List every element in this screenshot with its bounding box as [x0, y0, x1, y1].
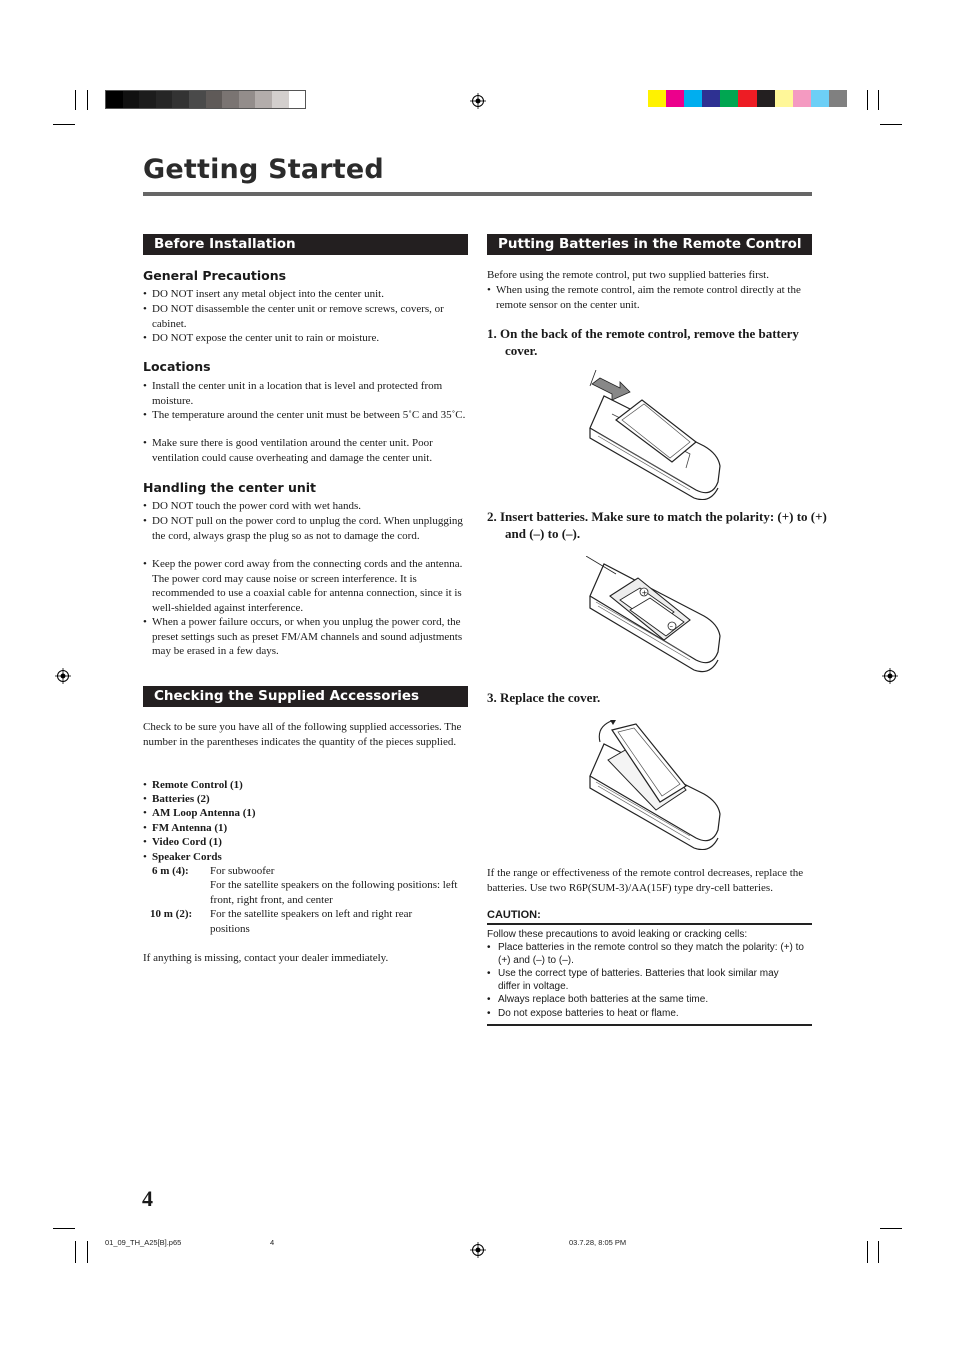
color-swatch	[775, 90, 793, 107]
general-precautions-heading: General Precautions	[143, 268, 287, 283]
locations-heading: Locations	[143, 359, 211, 374]
color-swatch	[123, 91, 140, 108]
color-swatch	[793, 90, 811, 107]
color-swatch	[272, 91, 289, 108]
remote-insert-batteries-illustration	[586, 556, 724, 686]
list-item: • DO NOT pull on the power cord to unplug the cord. When unplugging the cord, always grasp the plug so as not to damage the cord.	[143, 515, 463, 542]
accessory-item: • Remote Control (1)	[143, 779, 243, 791]
list-item: • Make sure there is good ventilation around the center unit. Poor ventilation could cause overheating and damage the center unit.	[143, 437, 433, 464]
accessory-item: • Speaker Cords	[143, 851, 222, 863]
caution-heading: CAUTION:	[487, 909, 541, 921]
cord-length-label: 6 m (4):	[152, 865, 189, 877]
list-item: • When a power failure occurs, or when you unplug the power cord, the preset settings such as preset FM/AM channels and sound adjustments may be erased in a few days.	[143, 616, 463, 657]
color-swatch	[156, 91, 173, 108]
batteries-intro: Before using the remote control, put two supplied batteries first.	[487, 269, 769, 281]
color-swatch	[829, 90, 847, 107]
section-bar-batteries: Putting Batteries in the Remote Control	[487, 234, 812, 255]
list-item: • DO NOT disassemble the center unit or remove screws, covers, or cabinet.	[143, 303, 444, 330]
list-item: • DO NOT insert any metal object into the center unit.	[143, 288, 384, 300]
section-bar-before-installation: Before Installation	[143, 234, 468, 255]
accessory-item: • Video Cord (1)	[143, 836, 222, 848]
page-number: 4	[142, 1186, 153, 1211]
color-swatch	[289, 91, 306, 108]
footer-filename: 01_09_TH_A25[B].p65	[105, 1238, 182, 1247]
caution-intro: Follow these precautions to avoid leaking or cracking cells:	[487, 929, 748, 940]
footer-date: 03.7.28, 8:05 PM	[569, 1238, 627, 1247]
color-swatch	[648, 90, 666, 107]
step-2: 2. Insert batteries. Make sure to match the polarity: (+) to (+) and (–) to (–).	[487, 509, 827, 541]
caution-bottom-rule	[487, 1024, 812, 1026]
registration-mark-icon	[470, 1242, 486, 1258]
caution-top-rule	[487, 923, 812, 925]
color-swatch	[206, 91, 223, 108]
cord-description: For the satellite speakers on the following positions: left front, right front, and center	[210, 879, 458, 906]
color-swatch	[139, 91, 156, 108]
list-item: • When using the remote control, aim the remote control directly at the remote sensor on the center unit.	[487, 284, 801, 311]
range-note: If the range or effectiveness of the remote control decreases, replace the batteries. Use two R6P(SUM-3)/AA(15F) type dry-cell batteries.	[487, 867, 804, 894]
title-rule	[143, 192, 812, 196]
accessory-item: • AM Loop Antenna (1)	[143, 807, 256, 819]
list-item: • Keep the power cord away from the connecting cords and the antenna. The power cord may cause noise or screen interference. It is recommended to use a coaxial cable for antenna connection, since it is well-shielded against interference.	[143, 558, 463, 614]
color-swatch	[811, 90, 829, 107]
color-swatch	[666, 90, 684, 107]
color-swatch	[720, 90, 738, 107]
step-3: 3. Replace the cover.	[487, 690, 601, 705]
list-item: • DO NOT touch the power cord with wet hands.	[143, 500, 362, 512]
caution-item: • Use the correct type of batteries. Batteries that look similar may differ in voltage.	[487, 968, 779, 992]
remote-replace-cover-illustration	[586, 720, 724, 850]
color-swatch	[684, 90, 702, 107]
accessory-item: • Batteries (2)	[143, 793, 210, 805]
handling-heading: Handling the center unit	[143, 480, 317, 495]
svg-text:–: –	[669, 622, 673, 631]
cord-description: For the satellite speakers on left and right rear positions	[210, 908, 413, 935]
process-color-bar	[648, 90, 847, 107]
caution-item: • Place batteries in the remote control so they match the polarity: (+) to (+) and (–) to (–).	[487, 942, 804, 966]
accessory-item: • FM Antenna (1)	[143, 822, 228, 834]
color-swatch	[738, 90, 756, 107]
list-item: • Install the center unit in a location that is level and protected from moisture.	[143, 380, 443, 407]
color-swatch	[702, 90, 720, 107]
registration-mark-icon	[55, 668, 71, 684]
footer-page: 4	[270, 1238, 275, 1247]
list-item: • The temperature around the center unit must be between 5˚C and 35˚C.	[143, 409, 466, 421]
color-swatch	[106, 91, 123, 108]
registration-mark-icon	[470, 93, 486, 109]
svg-text:+: +	[641, 589, 648, 597]
color-swatch	[189, 91, 206, 108]
color-swatch	[222, 91, 239, 108]
caution-item: • Always replace both batteries at the same time.	[487, 994, 709, 1005]
cord-description: For subwoofer	[210, 865, 275, 877]
cord-length-label: 10 m (2):	[150, 908, 193, 920]
step-1: 1. On the back of the remote control, remove the battery cover.	[487, 326, 799, 358]
registration-mark-icon	[882, 668, 898, 684]
caution-item: • Do not expose batteries to heat or flame.	[487, 1008, 679, 1019]
section-bar-accessories: Checking the Supplied Accessories	[143, 686, 468, 707]
color-swatch	[255, 91, 272, 108]
missing-note: If anything is missing, contact your dealer immediately.	[143, 952, 389, 964]
gray-color-bar	[105, 90, 306, 109]
remote-remove-cover-illustration	[586, 370, 724, 500]
color-swatch	[757, 90, 775, 107]
page-title: Getting Started	[143, 154, 384, 185]
list-item: • DO NOT expose the center unit to rain or moisture.	[143, 332, 380, 344]
accessories-intro: Check to be sure you have all of the following supplied accessories. The number in the parentheses indicates the quantity of the pieces supplied.	[143, 721, 462, 748]
color-swatch	[172, 91, 189, 108]
color-swatch	[239, 91, 256, 108]
